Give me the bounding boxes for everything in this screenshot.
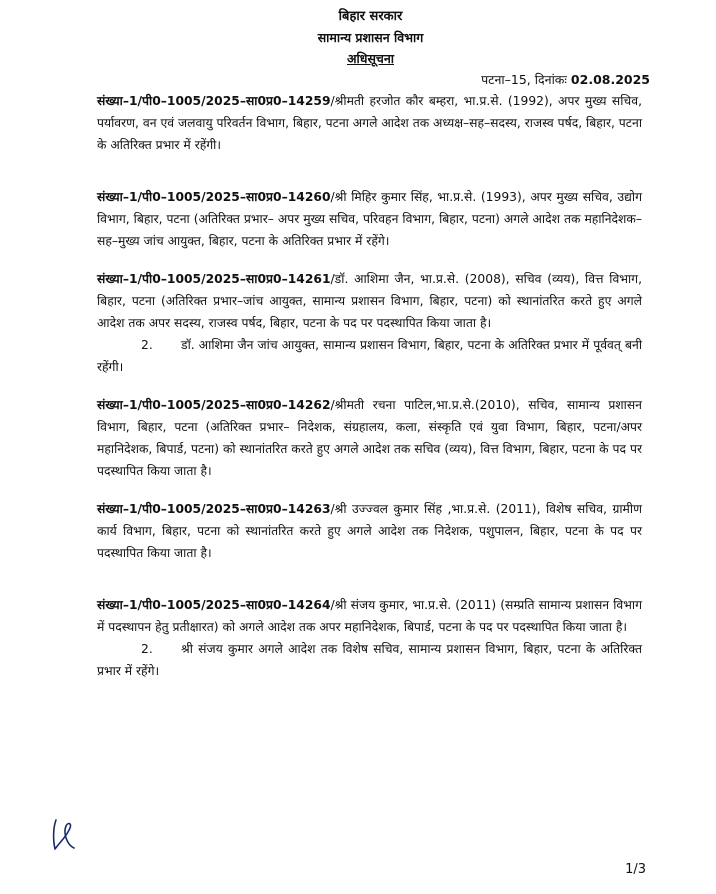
order-ref-number: संख्या–1/पी0–1005/2025–सा0प्र0–14259: [97, 94, 331, 108]
handwritten-initial-signature: [50, 818, 78, 852]
order-paragraph: [97, 90, 642, 156]
order-text: /श्री उज्ज्वल कुमार सिंह ,भा.प्र.से. (2011), विशेष सचिव, ग्रामीण कार्य विभाग, बिहार, पटना को स्थानांतरित करते हुए अगले आदेश तक निदेशक, पशुपालन, बिहार, पटना के पद पर पदस्थापित किया जाता है।: [97, 502, 642, 560]
sub-paragraph-number: 2.: [141, 338, 153, 352]
page-number: 1/3: [625, 862, 646, 877]
place-date-line: [97, 70, 650, 90]
sub-paragraph-text: श्री संजय कुमार अगले आदेश तक विशेष सचिव, सामान्य प्रशासन विभाग, बिहार, पटना के अतिरिक्त प्रभार में रहेंगे।: [97, 642, 642, 678]
place: पटना–15, दिनांकः: [481, 72, 567, 87]
department-name: सामान्य प्रशासन विभाग: [317, 30, 424, 45]
notification-title: अधिसूचना: [346, 51, 395, 66]
order-paragraph: [97, 594, 642, 638]
order-sub-paragraph: [97, 334, 642, 378]
order-text: /डॉ. आशिमा जैन, भा.प्र.से. (2008), सचिव (व्यय), वित्त विभाग, बिहार, पटना (अतिरिक्त प्रभार–जांच आयुक्त, सामान्य प्रशासन विभाग, बिहार, पटना) को स्थानांतरित करते हुए अगले आदेश तक अपर सदस्य, राजस्व पर्षद, बिहार, पटना के पद पर पदस्थापित किया जाता है।: [97, 272, 642, 330]
issue-date: 02.08.2025: [570, 72, 650, 87]
order-ref-number: संख्या–1/पी0–1005/2025–सा0प्र0–14260: [97, 190, 331, 204]
order-ref-number: संख्या–1/पी0–1005/2025–सा0प्र0–14264: [97, 598, 331, 612]
order-text: /श्री संजय कुमार, भा.प्र.से. (2011) (सम्प्रति सामान्य प्रशासन विभाग में पदस्थापन हेतु प्रतीक्षारत) को अगले आदेश तक अपर महानिदेशक, बिपार्ड, पटना के पद पर पदस्थापित किया जाता है।: [97, 598, 642, 634]
order-paragraph: [97, 498, 642, 564]
order-paragraph: [97, 268, 642, 334]
letterhead: [97, 6, 642, 69]
sub-paragraph-text: डॉ. आशिमा जैन जांच आयुक्त, सामान्य प्रशासन विभाग, बिहार, पटना के अतिरिक्त प्रभार में पूर्ववत् बनी रहेंगी।: [97, 338, 642, 374]
order-text: /श्रीमती रचना पाटिल,भा.प्र.से.(2010), सचिव, सामान्य प्रशासन विभाग, बिहार, पटना (अतिरिक्त प्रभार– निदेशक, संग्रहालय, कला, संस्कृति एवं युवा विभाग, बिहार, पटना/अपर महानिदेशक, बिपार्ड, पटना) को स्थानांतरित करते हुए अगले आदेश तक सचिव (व्यय), वित्त विभाग, बिहार, पटना के पद पर पदस्थापित किया जाता है।: [97, 398, 642, 478]
sub-paragraph-number: 2.: [141, 642, 153, 656]
order-paragraph: [97, 186, 642, 252]
order-ref-number: संख्या–1/पी0–1005/2025–सा0प्र0–14263: [97, 502, 331, 516]
government-name: बिहार सरकार: [338, 9, 403, 24]
order-ref-number: संख्या–1/पी0–1005/2025–सा0प्र0–14262: [97, 398, 331, 412]
order-text: /श्री मिहिर कुमार सिंह, भा.प्र.से. (1993), अपर मुख्य सचिव, उद्योग विभाग, बिहार, पटना (अतिरिक्त प्रभार– अपर मुख्य सचिव, परिवहन विभाग, बिहार, पटना) अगले आदेश तक महानिदेशक–सह–मुख्य जांच आयुक्त, बिहार, पटना के अतिरिक्त प्रभार में रहेंगे।: [97, 190, 642, 248]
order-text: /श्रीमती हरजोत कौर बम्हरा, भा.प्र.से. (1992), अपर मुख्य सचिव, पर्यावरण, वन एवं जलवायु परिवर्तन विभाग, बिहार, पटना अगले आदेश तक अध्यक्ष–सह–सदस्य, राजस्व पर्षद, बिहार, पटना के अतिरिक्त प्रभार में रहेंगी।: [97, 94, 643, 152]
order-ref-number: संख्या–1/पी0–1005/2025–सा0प्र0–14261: [97, 272, 331, 286]
order-sub-paragraph: [97, 638, 642, 682]
order-paragraph: [97, 394, 642, 482]
